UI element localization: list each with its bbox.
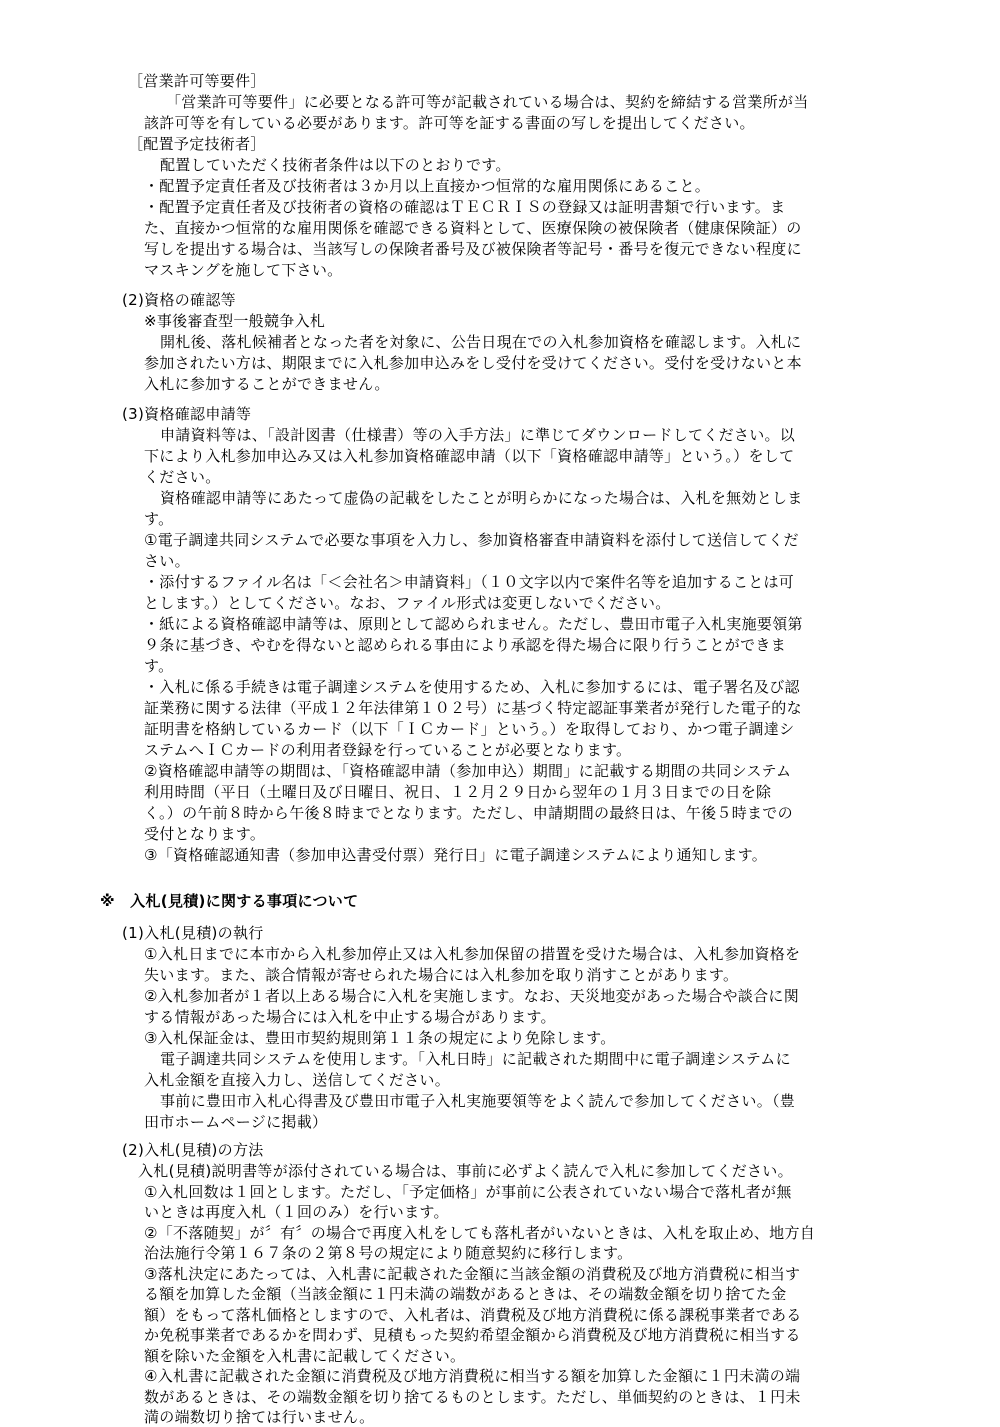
text-line: 治法施行令第１６７条の２第８号の規定により随意契約に移行します。 (144, 1244, 633, 1262)
text-line: いときは再度入札（１回のみ）を行います。 (144, 1203, 449, 1221)
text-line: ①入札日までに本市から入札参加停止又は入札参加保留の措置を受けた場合は、入札参加資格を (144, 945, 801, 963)
text-line: マスキングを施して下さい。 (144, 261, 343, 279)
text-line: ②入札参加者が１者以上ある場合に入札を実施します。なお、天災地変があった場合や談合に関 (144, 987, 800, 1005)
text-line: 失います。また、談合情報が寄せられた場合には入札参加を取り消すことがあります。 (144, 966, 739, 984)
text-line: 受付となります。 (144, 825, 266, 843)
text-line: 数があるときは、その端数金額を切り捨てるものとします。ただし、単価契約のときは、１円未 (144, 1388, 801, 1406)
text-line: ②資格確認申請等の期間は、「資格確認申請（参加申込）期間」に記載する期間の共同システム (144, 762, 792, 780)
text-line: 満の端数切り捨ては行いません。 (144, 1408, 375, 1426)
text-line: ③「資格確認通知書（参加申込書受付票）発行日」に電子調達システムにより通知します。 (144, 846, 768, 864)
section-heading-qualification-application: (3)資格確認申請等 (122, 405, 252, 423)
section-heading-assigned-engineer: ［配置予定技術者］ (128, 135, 266, 153)
text-line: 田市ホームページに掲載） (144, 1113, 328, 1131)
text-line: 開札後、落札候補者となった者を対象に、公告日現在での入札参加資格を確認します。入札に (160, 333, 802, 351)
text-line: ②「不落随契」が〞有〞の場合で再度入札をしても落札者がいないときは、入札を取止め、地方自 (144, 1224, 816, 1242)
text-line: 下により入札参加申込み又は入札参加資格確認申請（以下「資格確認申請等」という。）をして (144, 447, 795, 465)
text-line: た、直接かつ恒常的な雇用関係を確認できる資料として、医療保険の被保険者（健康保険証）の (144, 219, 802, 237)
text-line: ④入札書に記載された金額に消費税及び地方消費税に相当する額を加算した金額に１円未満の端 (144, 1367, 801, 1385)
text-line: 証業務に関する法律（平成１２年法律第１０２号）に基づく特定認証事業者が発行した電子的な (144, 699, 802, 717)
text-line: 額を除いた金額を入札書に記載してください。 (144, 1347, 466, 1365)
subsection-heading-bid-execution: (1)入札(見積)の執行 (122, 924, 264, 942)
text-line: 事前に豊田市入札心得書及び豊田市電子入札実施要領等をよく読んで参加してください。（豊 (160, 1092, 796, 1110)
section-heading-qualification-check: (2)資格の確認等 (122, 291, 236, 309)
section-heading-business-permit: ［営業許可等要件］ (128, 72, 266, 90)
text-line: する情報があった場合には入札を中止する場合があります。 (144, 1008, 556, 1026)
text-line: 配置していただく技術者条件は以下のとおりです。 (160, 156, 511, 174)
text-line: ステムへＩＣカードの利用者登録を行っていることが必要となります。 (144, 741, 632, 759)
text-line: ①電子調達共同システムで必要な事項を入力し、参加資格審査申請資料を添付して送信してくだ (144, 531, 799, 549)
text-line: す。 (144, 657, 174, 675)
text-line: 利用時間（平日（土曜日及び日曜日、祝日、１２月２９日から翌年の１月３日までの日を除 (144, 783, 772, 801)
text-line: ③落札決定にあたっては、入札書に記載された金額に当該金額の消費税及び地方消費税に相当す (144, 1265, 801, 1283)
text-line: ・配置予定責任者及び技術者の資格の確認はＴＥＣＲＩＳの登録又は証明書類で行います。ま (144, 198, 786, 216)
text-line: ・添付するファイル名は「＜会社名＞申請資料」（１０文字以内で案件名等を追加することは可 (144, 573, 795, 591)
text-line: か免税事業者であるかを問わず、見積もった契約希望金額から消費税及び地方消費税に相当する (144, 1326, 801, 1344)
text-line: 入札に参加することができません。 (144, 375, 390, 393)
text-line: ・配置予定責任者及び技術者は３か月以上直接かつ恒常的な雇用関係にあること。 (144, 177, 711, 195)
text-line: す。 (144, 510, 174, 528)
text-line: 電子調達共同システムを使用します。「入札日時」に記載された期間中に電子調達システムに (160, 1050, 791, 1068)
text-line: ※事後審査型一般競争入札 (144, 312, 326, 330)
text-line: 該許可等を有している必要があります。許可等を証する書面の写しを提出してください。 (144, 114, 755, 132)
text-line: ①入札回数は１回とします。ただし、「予定価格」が事前に公表されていない場合で落札者が無 (144, 1183, 792, 1201)
subsection-heading-bid-method: (2)入札(見積)の方法 (122, 1141, 264, 1159)
text-line: る額を加算した金額（当該金額に１円未満の端数があるときは、その端数金額を切り捨てた金 (144, 1285, 787, 1303)
text-line: ９条に基づき、やむを得ないと認められる事由により承認を得た場合に限り行うことができま (144, 636, 787, 654)
text-line: ください。 (144, 468, 221, 486)
text-line: ・入札に係る手続きは電子調達システムを使用するため、入札に参加するには、電子署名及び認 (144, 678, 800, 696)
text-line: 入札(見積)説明書等が添付されている場合は、事前に必ずよく読んで入札に参加してください。 (138, 1162, 793, 1180)
text-line: ・紙による資格確認申請等は、原則として認められません。ただし、豊田市電子入札実施要領第 (144, 615, 803, 633)
text-line: ③入札保証金は、豊田市契約規則第１１条の規定により免除します。 (144, 1029, 616, 1047)
text-line: 入札金額を直接入力し、送信してください。 (144, 1071, 451, 1089)
text-line: とします。）としてください。なお、ファイル形式は変更しないでください。 (144, 594, 671, 612)
text-line: 証明書を格納しているカード（以下「ＩＣカード」という。）を取得しており、かつ電子調達シ (144, 720, 795, 738)
text-line: 「営業許可等要件」に必要となる許可等が記載されている場合は、契約を締結する営業所が当 (166, 93, 809, 111)
section-heading-bidding-matters: ※ 入札(見積)に関する事項について (100, 892, 359, 910)
text-line: く。）の午前８時から午後８時までとなります。ただし、申請期間の最終日は、午後５時までの (144, 804, 793, 822)
text-line: 申請資料等は、「設計図書（仕様書）等の入手方法」に準じてダウンロードしてください。以 (160, 426, 796, 444)
text-line: さい。 (144, 552, 190, 570)
text-line: 額）をもって落札価格としますので、入札者は、消費税及び地方消費税に係る課税事業者である (144, 1306, 802, 1324)
text-line: 資格確認申請等にあたって虚偽の記載をしたことが明らかになった場合は、入札を無効としま (160, 489, 803, 507)
text-line: 写しを提出する場合は、当該写しの保険者番号及び被保険者等記号・番号を復元できない程度に (144, 240, 802, 258)
text-line: 参加されたい方は、期限までに入札参加申込みをし受付を受けてください。受付を受けないと本 (144, 354, 802, 372)
